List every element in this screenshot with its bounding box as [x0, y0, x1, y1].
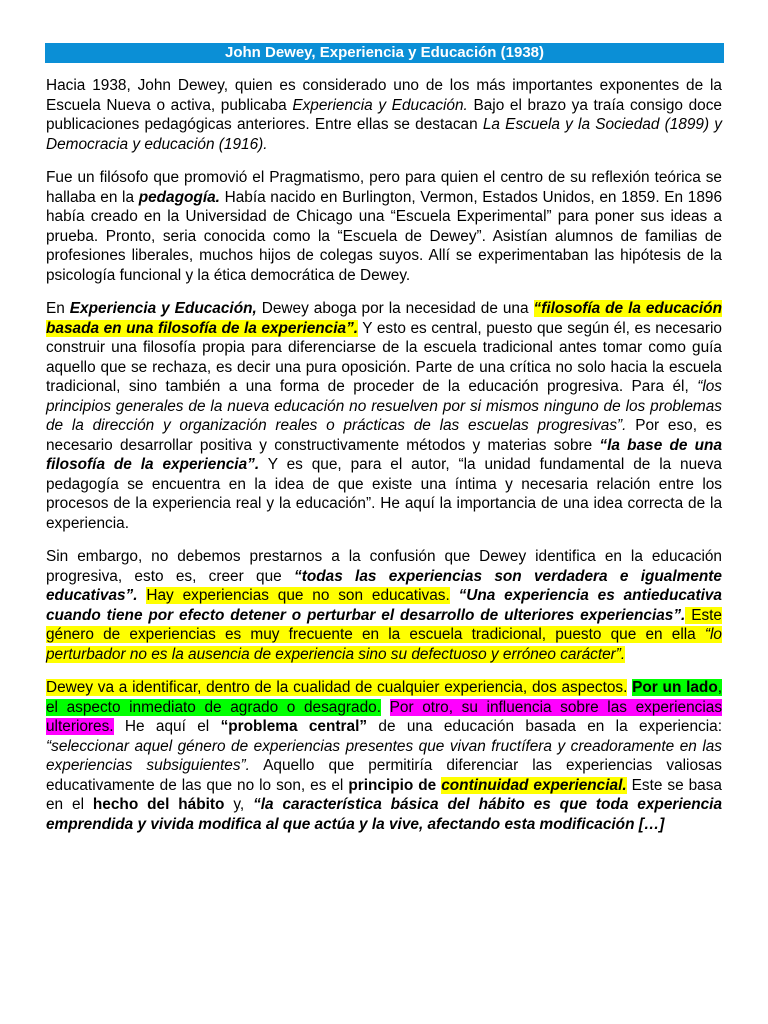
p5-highlight-magenta: Por otro, su influencia sobre las experiencias ulteriores. — [46, 698, 723, 735]
p2-text: Fue un filósofo que promovió el Pragmatismo, pero para quien el centro de su reflexión teórica se hallaba en la — [46, 169, 722, 206]
paragraph-5 — [46, 678, 722, 834]
p5-highlight-continuity: continuidad experiencial. — [441, 776, 627, 794]
p2-pedagogia: pedagogía. — [138, 188, 220, 206]
paragraph-1 — [46, 76, 722, 154]
p5-text: Aquello que permitiría diferenciar las experiencias valiosas educativamente de las que no lo son, es el — [46, 757, 722, 794]
p3-quote-bold: “la base de una filosofía de la experiencia”. — [46, 436, 723, 473]
p5-quote: “seleccionar aquel género de experiencias presentes que vivan fructífera y creadoramente en las experiencias subsiguientes”. — [46, 737, 722, 774]
p5-bold: hecho del hábito — [92, 796, 225, 813]
p5-text: Este se basa en el — [46, 776, 722, 813]
p4-highlight: Hay experiencias que no son educativas. — [146, 587, 450, 604]
paragraph-3 — [46, 299, 722, 533]
paragraph-2 — [46, 168, 722, 285]
p3-text: Y esto es central, puesto que según él, es necesario construir una filosofía propia para diferenciarse de la escuela tradicional antes tomar como guía aquello que se rechaza, es decir una pura oposición. Parte de una crítica no solo hacia la escuela tradicional, sino también a una forma de proceder de la educación progresiva. Para él, — [46, 319, 722, 395]
p1-book-title: Experiencia y Educación. — [292, 96, 468, 114]
p3-text: Y es que, para el autor, “la unidad fundamental de la nueva pedagogía se encuentra en la idea de que existe una íntima y necesaria relación entre los procesos de la experiencia real y la educación”. He aquí la importancia de una idea correcta de la experiencia. — [46, 456, 722, 532]
document-title: John Dewey, Experiencia y Educación (1938) — [45, 43, 724, 63]
p5-bold: “problema central” — [220, 718, 368, 735]
p4-quote-bold: “Una experiencia es antieducativa cuando tiene por efecto detener o perturbar el desarrollo de ulteriores experiencias”. — [46, 587, 722, 624]
p5-quote-bold: “la característica básica del hábito es que toda experiencia emprendida y vivida modifica al que actúa y la vive, afectando esta modificación […] — [46, 796, 723, 833]
p3-text: Dewey aboga por la necesidad de una — [256, 300, 534, 317]
p5-text: de una educación basada en la experiencia: — [367, 718, 722, 735]
p4-highlight-quote: “lo perturbador no es la ausencia de experiencia sino su defectuoso y erróneo carácter”. — [46, 626, 722, 663]
p5-bold: principio de — [348, 776, 442, 794]
p5-text: He aquí el — [113, 718, 221, 735]
p3-highlight-quote: “filosofía de la educación basada en una filosofía de la experiencia”. — [46, 300, 722, 337]
paragraph-4 — [46, 547, 722, 664]
p3-book-title: Experiencia y Educación, — [69, 300, 257, 317]
p3-quote: “los principios generales de la nueva educación no resuelven por si mismos ninguno de los problemas de la dirección y organización reales o prácticas de las escuelas progresivas”. — [46, 378, 722, 434]
p5-highlight-green-bold: Por un lado — [632, 679, 718, 696]
p5-text — [381, 699, 390, 716]
p5-text: y, — [224, 796, 254, 813]
p1-text: Bajo el brazo ya traía consigo doce publicaciones pedagógicas anteriores. Entre ellas se destacan — [46, 96, 722, 133]
p4-quote-bold: “todas las experiencias son verdadera e igualmente educativas”. — [46, 567, 722, 604]
p2-text: Había nacido en Burlington, Vermon, Estados Unidos, en 1859. En 1896 había creado en la Universidad de Chicago una “Escuela Experimental” para poner sus ideas a prueba. Pronto, seria conocida como la “Escuela de Dewey”. Asistían alumnos de familias de profesiones liberales, muchos hijos de colegas suyos. Allí se experimentaban las hipótesis de la psicología funcional y la ética democrática de Dewey. — [46, 188, 723, 284]
p1-earlier-works: La Escuela y la Sociedad (1899) y Democracia y educación (1916). — [46, 116, 722, 153]
p3-text: En — [46, 300, 70, 317]
p5-highlight-green: , el aspecto inmediato de agrado o desagrado. — [46, 679, 723, 716]
p4-text: Sin embargo, no debemos prestarnos a la confusión que Dewey identifica en la educación progresiva, esto es, creer que — [46, 548, 722, 585]
p4-text — [450, 587, 459, 604]
p5-highlight-yellow: Dewey va a identificar, dentro de la cualidad de cualquier experiencia, dos aspectos. — [46, 679, 628, 696]
document-body — [46, 76, 722, 848]
p3-text: Por eso, es necesario desarrollar positiva y constructivamente métodos y materias sobre — [46, 417, 722, 454]
p4-highlight-text: Este género de experiencias es muy frecuente en la escuela tradicional, puesto que en ella — [46, 606, 722, 643]
p1-text: Hacia 1938, John Dewey, quien es considerado uno de los más importantes exponentes de la Escuela Nueva o activa, publicaba — [46, 77, 722, 114]
